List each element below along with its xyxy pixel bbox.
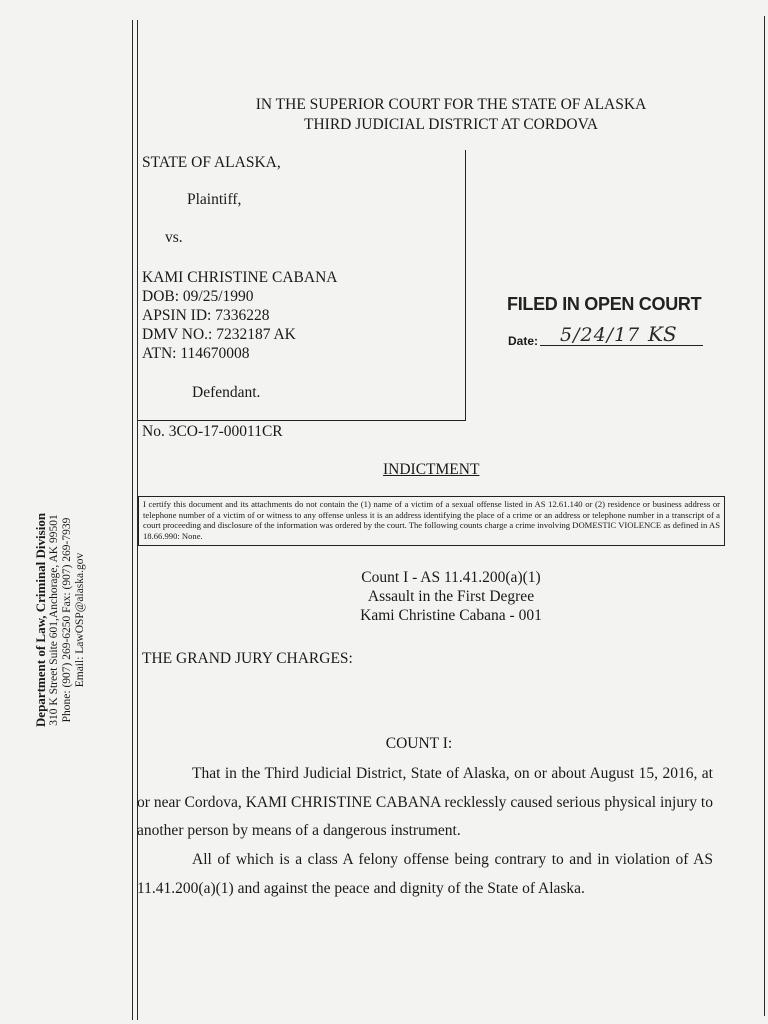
count-summary-statute: Count I - AS 11.41.200(a)(1) [361,569,541,586]
filed-stamp: FILED IN OPEN COURT [507,294,702,314]
defendant-dmv: DMV NO.: 7232187 AK [142,326,296,343]
count-summary-offense: Assault in the First Degree [367,588,535,605]
defendant-dob: DOB: 09/25/1990 [142,288,254,305]
filed-date-label: Date: [508,334,539,348]
case-number: No. 3CO-17-00011CR [142,423,283,440]
count-summary [138,568,764,625]
certification-box: I certify this document and its attachments do not contain the (1) name of a victim of a sexual offense listed in AS 12.61.140 or (2) residence or business address or telephone number of a victim of or witness to any offense unless it is an address identifying the place of a crime or an address or telephone number in a transcript of a court proceeding and disclosure of the information was ordered by the court. The following counts charge a crime involving DOMESTIC VIOLENCE as defined in AS 18.66.990: None. [138,496,725,546]
count-heading: COUNT I: [385,735,453,752]
defendant-apsin: APSIN ID: 7336228 [142,307,270,324]
case-caption [138,150,466,421]
clerk-initials: KS [648,322,677,346]
filed-date-row [508,322,703,350]
defendant-atn: ATN: 114670008 [142,345,250,362]
plaintiff-name: STATE OF ALASKA, [142,154,281,171]
defendant-name: KAMI CHRISTINE CABANA [142,269,338,286]
court-header [138,95,764,135]
charges-heading: THE GRAND JURY CHARGES: [142,650,353,667]
document-title: INDICTMENT [383,461,480,478]
department-address: 310 K Street Suite 601,Anchorage, AK 99501 [48,514,60,726]
filed-date-value: 5/24/17 [560,324,641,346]
left-margin-rule [132,20,133,1020]
right-margin-rule [764,16,765,1016]
department-name: Department of Law, Criminal Division [33,512,48,728]
defendant-role: Defendant. [192,384,261,401]
court-header-line2: THIRD JUDICIAL DISTRICT AT CORDOVA [304,116,598,133]
count-paragraph-2: All of which is a class A felony offense being contrary to and in violation of AS 11.41.200(a)(1) and against the peace and dignity of the State of Alaska. [137,851,713,897]
count-summary-defendant: Kami Christine Cabana - 001 [360,607,542,624]
plaintiff-role: Plaintiff, [187,191,242,208]
count-paragraph-1: That in the Third Judicial District, State of Alaska, on or about August 15, 2016, at or near Cordova, KAMI CHRISTINE CABANA recklessly caused serious physical injury to another person by means of a dangerous instrument. [137,765,713,839]
versus-label: vs. [165,229,183,246]
court-header-line1: IN THE SUPERIOR COURT FOR THE STATE OF ALASKA [255,96,647,113]
department-email: Email: LawOSP@alaska.gov [74,552,86,688]
department-phone-fax: Phone: (907) 269-6250 Fax: (907) 269-7939 [61,517,73,723]
